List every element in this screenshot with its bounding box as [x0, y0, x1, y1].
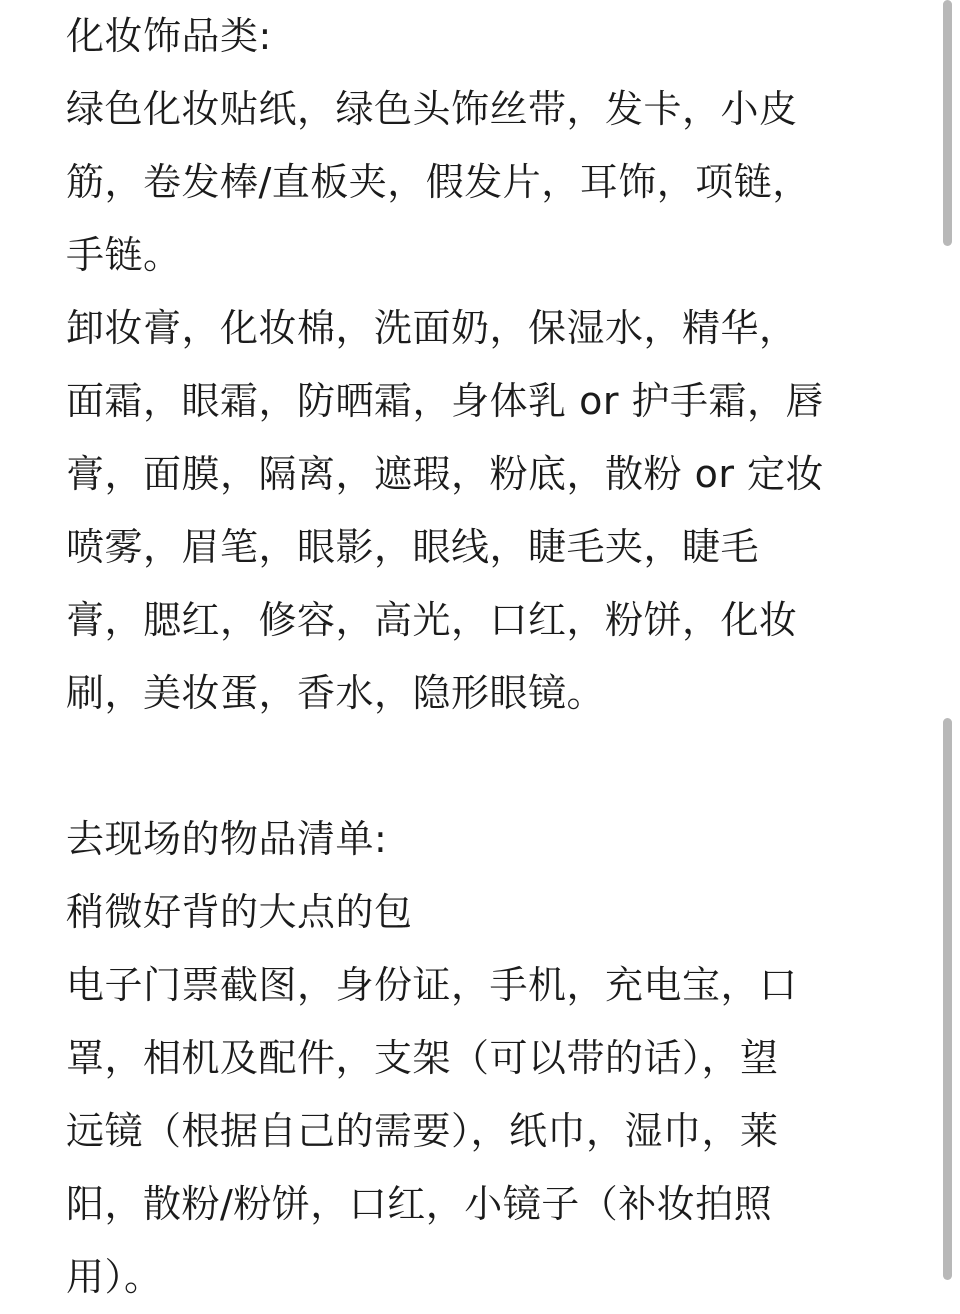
venue-text-line: 罩，相机及配件，支架（可以带的话），望 [66, 1036, 779, 1080]
cosmetics-text-line: 筋，卷发棒/直板夹，假发片，耳饰，项链， [66, 160, 811, 204]
venue-text-line: 阳，散粉/粉饼，口红，小镜子（补妆拍照 [66, 1182, 773, 1226]
section-heading-cosmetics: 化妆饰品类: [66, 14, 272, 58]
cosmetics-text-line: 面霜，眼霜，防晒霜，身体乳 or 护手霜，唇 [66, 379, 825, 423]
cosmetics-text-line: 喷雾，眉笔，眼影，眼线，睫毛夹，睫毛 [66, 525, 760, 569]
scrollbar-thumb[interactable] [943, 718, 952, 1280]
scrollbar-thumb[interactable] [943, 0, 952, 246]
venue-text-line: 远镜（根据自己的需要），纸巾，湿巾，莱 [66, 1109, 779, 1153]
venue-text-line: 电子门票截图，身份证，手机，充电宝，口 [66, 963, 798, 1007]
cosmetics-text-line: 膏，腮红，修容，高光，口红，粉饼，化妆 [66, 598, 798, 642]
blank-line [66, 730, 916, 803]
cosmetics-text-line: 绿色化妆贴纸，绿色头饰丝带，发卡，小皮 [66, 87, 798, 131]
cosmetics-text-line: 手链。 [66, 233, 182, 277]
section-heading-venue: 去现场的物品清单: [66, 817, 388, 861]
cosmetics-text-line: 刷，美妆蛋，香水，隐形眼镜。 [66, 671, 606, 715]
cosmetics-text-line: 膏，面膜，隔离，遮瑕，粉底，散粉 or 定妆 [66, 452, 825, 496]
cosmetics-text-line: 卸妆膏，化妆棉，洗面奶，保湿水，精华， [66, 306, 798, 350]
note-content [66, 0, 916, 1314]
venue-text-line: 稍微好背的大点的包 [66, 890, 413, 934]
venue-text-line: 用）。 [66, 1255, 163, 1299]
